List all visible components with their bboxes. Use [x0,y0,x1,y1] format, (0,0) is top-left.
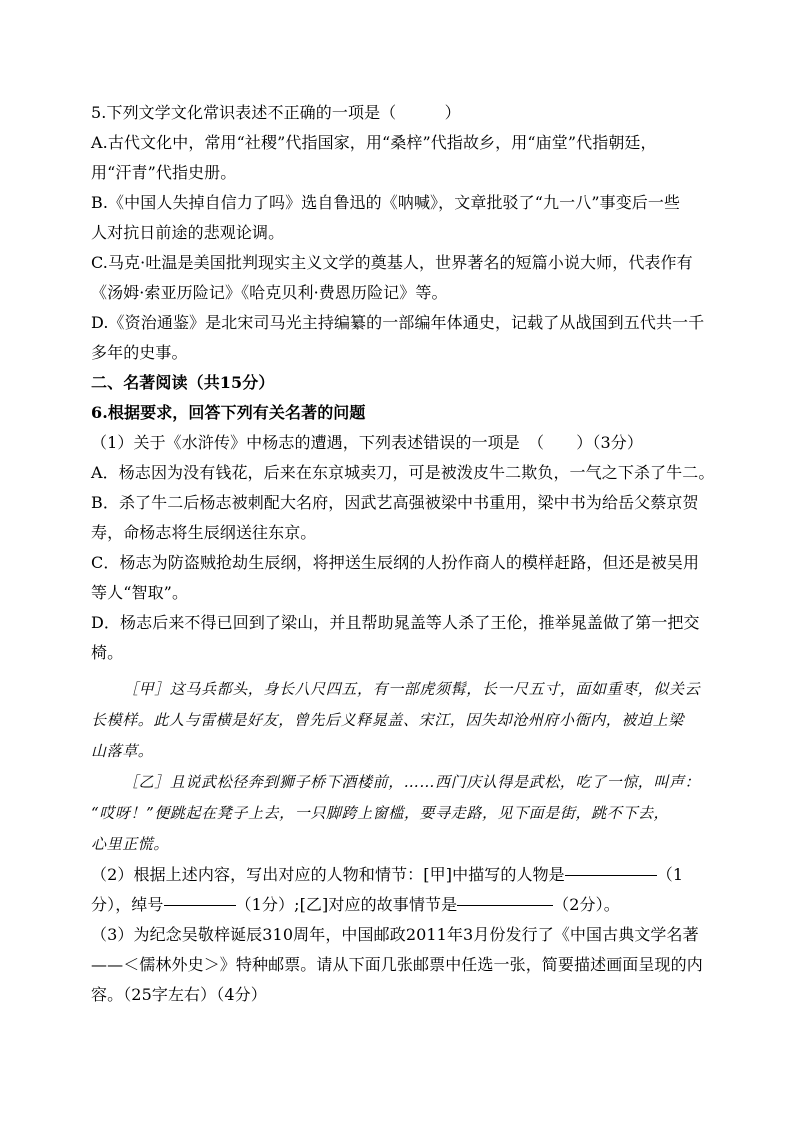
q5-option-a-line1: A.古代文化中，常用“社稷”代指国家，用“桑梓”代指故乡，用“庙堂”代指朝廷， [91,133,657,152]
passage-jia-line1: ［甲］这马兵都头，身长八尺四五，有一部虎须髯，长一尺五寸，面如重枣，似关云 [123,680,701,698]
passage-yi-line1: ［乙］且说武松径奔到狮子桥下酒楼前，……西门庆认得是武松，吃了一惊，叫声： [123,773,701,791]
q6-sub1-option-c-line1: C．杨志为防盗贼抢劫生辰纲，将押送生辰纲的人扮作商人的模样赶路，但还是被吴用 [91,553,700,572]
q5-option-c-line1: C.马克·吐温是美国批判现实主义文学的奠基人，世界著名的短篇小说大师，代表作有 [91,253,693,272]
q5-option-a-line2: 用“汗青”代指史册。 [91,163,237,182]
answer-blank-plot[interactable] [457,904,553,906]
q6-sub2-line1 [91,860,706,890]
q6-sub2-part5: （2分）。 [553,895,620,914]
q6-sub3-line3: 容。（25字左右）（4分） [91,985,267,1004]
q6-sub1-option-d-line2: 椅。 [91,643,124,662]
q5-option-d-line1: D.《资治通鉴》是北宋司马光主持编纂的一部编年体通史，记载了从战国到五代共一千 [91,313,705,332]
q6-sub3-line1: （3）为纪念吴敬梓诞辰310周年，中国邮政2011年3月份发行了《中国古典文学名著 [91,925,699,944]
q5-stem: 5.下列文学文化常识表述不正确的一项是（ ） [91,103,461,122]
section-heading: 二、名著阅读（共15分） [91,373,275,392]
exam-page [91,98,715,1010]
q6-sub3-line2: ——＜儒林外史＞》特种邮票。请从下面几张邮票中任选一张，简要描述画面呈现的内 [91,955,703,974]
q6-sub1-option-a: A．杨志因为没有钱花，后来在东京城卖刀，可是被泼皮牛二欺负，一气之下杀了牛二。 [91,463,715,482]
q6-sub2-part1: （2）根据上述内容，写出对应的人物和情节：[甲]中描写的人物是 [91,865,565,884]
answer-blank-nickname[interactable] [164,904,236,906]
q6-sub1-option-d-line1: D．杨志后来不得已回到了梁山，并且帮助晁盖等人杀了王伦，推举晁盖做了第一把交 [91,613,700,632]
q5-option-d-line2: 多年的史事。 [91,343,188,362]
q5-option-b-line2: 人对抗日前途的悲观论调。 [91,223,285,242]
q5-option-b-line1: B.《中国人失掉自信力了吗》选自鲁迅的《呐喊》，文章批驳了“九一八”事变后一些 [91,193,681,212]
q6-sub2-part2: （1 [656,865,684,884]
q6-sub1-option-b-line2: 寿，命杨志将生辰纲送往东京。 [91,523,317,542]
q6-sub2-line2 [91,890,706,920]
q6-sub1-option-b-line1: B．杀了牛二后杨志被刺配大名府，因武艺高强被梁中书重用，梁中书为给岳父蔡京贺 [91,493,699,512]
passage-yi-line3: 心里正慌。 [91,835,170,853]
passage-jia-line3: 山落草。 [91,742,154,760]
q5-option-c-line2: 《汤姆·索亚历险记》《哈克贝利·费恩历险记》等。 [91,283,448,302]
q6-stem: 6.根据要求，回答下列有关名著的问题 [91,403,366,422]
passage-yi-line2: “哎呀！”便跳起在凳子上去，一只脚跨上窗槛，要寻走路，见下面是街，跳不下去， [91,804,670,822]
q6-sub2-part4: （1分）;[乙]对应的故事情节是 [235,895,458,914]
q6-sub1-stem: （1）关于《水浒传》中杨志的遭遇，下列表述错误的一项是 （ ）（3分） [91,433,643,452]
passage-jia-line2: 长模样。此人与雷横是好友，曾先后义释晁盖、宋江，因失却沧州府小衙内，被迫上梁 [91,711,684,729]
answer-blank-person[interactable] [565,874,657,876]
q6-sub2-part3: 分），绰号 [91,895,164,914]
q6-sub1-option-c-line2: 等人“智取”。 [91,583,189,602]
